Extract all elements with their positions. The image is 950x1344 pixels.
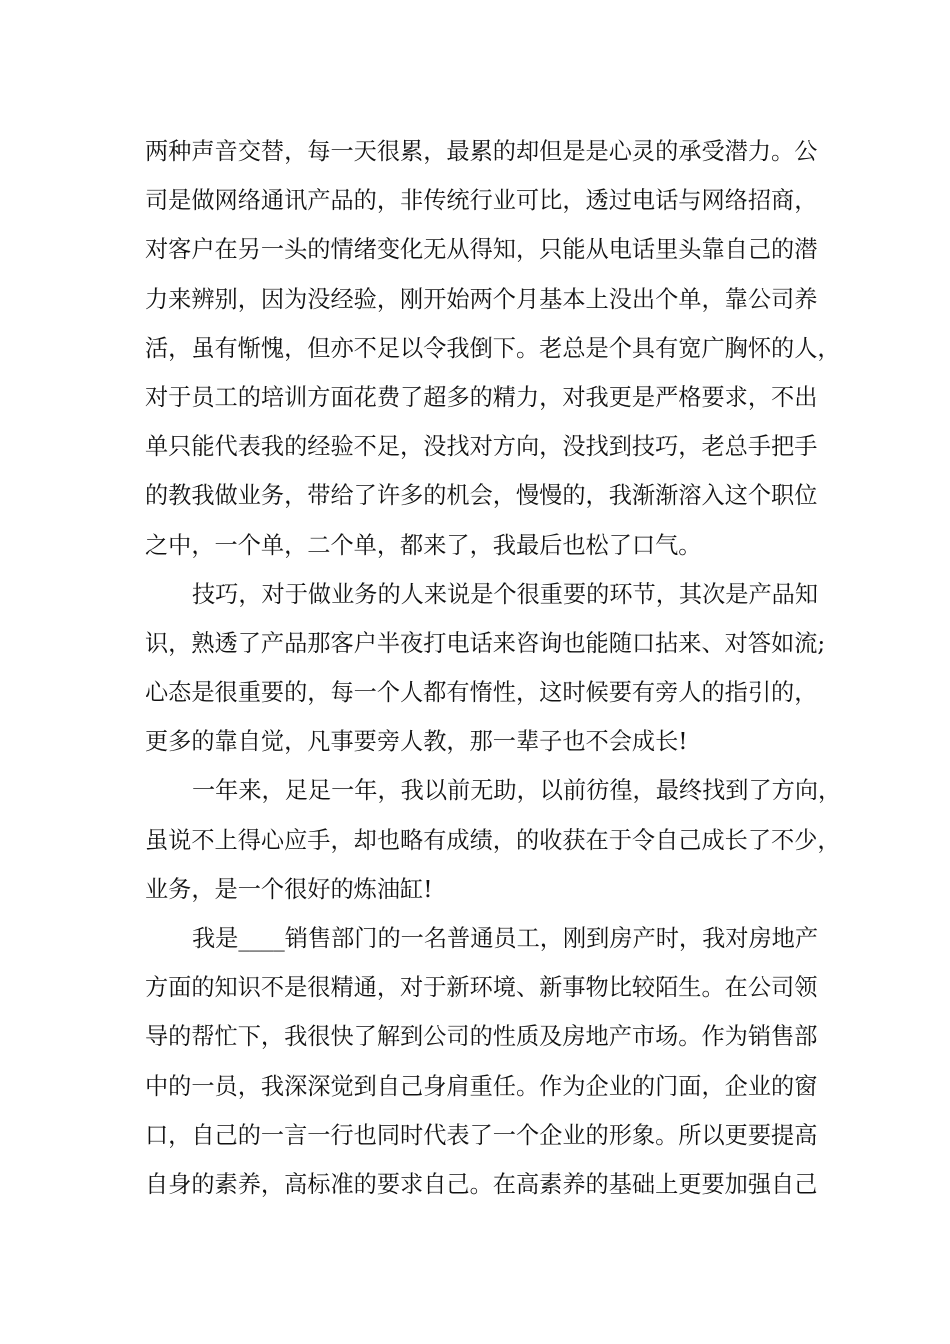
text-line: 自身的素养，高标准的要求自己。在高素养的基础上更要加强自己 (145, 1170, 818, 1198)
text-line: 口，自己的一言一行也同时代表了一个企业的形象。所以更要提高 (145, 1121, 818, 1149)
text-line: 业务，是一个很好的炼油缸! (145, 875, 433, 903)
text-line: 对于员工的培训方面花费了超多的精力，对我更是严格要求，不出 (145, 383, 818, 411)
text-line: 方面的知识不是很精通，对于新环境、新事物比较陌生。在公司领 (145, 974, 818, 1002)
text-line: 司是做网络通讯产品的，非传统行业可比，透过电话与网络招商， (145, 187, 818, 215)
text-line: 虽说不上得心应手，却也略有成绩，的收获在于令自己成长了不少， (145, 826, 841, 854)
text-line: 两种声音交替，每一天很累，最累的却但是是心灵的承受潜力。公 (145, 138, 818, 165)
text-line: 力来辨别，因为没经验，刚开始两个月基本上没出个单，靠公司养 (145, 285, 818, 313)
text-line: 单只能代表我的经验不足，没找对方向，没找到技巧，老总手把手 (145, 433, 818, 461)
text-line: 中的一员，我深深觉到自己身肩重任。作为企业的门面，企业的窗 (145, 1072, 818, 1100)
text-line: 导的帮忙下，我很快了解到公司的性质及房地产市场。作为销售部 (145, 1023, 818, 1051)
paragraph-first-line: 我是____销售部门的一名普通员工，刚到房产时，我对房地产 (192, 925, 819, 952)
text-line: 更多的靠自觉，凡事要旁人教，那一辈子也不会成长! (145, 728, 688, 756)
paragraph-first-line: 技巧，对于做业务的人来说是个很重要的环节，其次是产品知 (192, 580, 819, 608)
text-line: 的教我做业务，带给了许多的机会，慢慢的，我渐渐溶入这个职位 (145, 482, 818, 510)
text-line: 识，熟透了产品那客户半夜打电话来咨询也能随口拈来、对答如流; (145, 629, 826, 657)
paragraph-first-line: 一年来，足足一年，我以前无助，以前彷徨，最终找到了方向， (192, 777, 842, 805)
text-line: 心态是很重要的，每一个人都有惰性，这时候要有旁人的指引的， (145, 679, 818, 707)
text-line: 活，虽有惭愧，但亦不足以令我倒下。老总是个具有宽广胸怀的人， (145, 334, 841, 362)
text-line: 之中，一个单，二个单，都来了，我最后也松了口气。 (145, 531, 702, 559)
body-text (145, 133, 842, 1215)
text-line: 对客户在另一头的情绪变化无从得知，只能从电话里头靠自己的潜 (145, 236, 818, 264)
